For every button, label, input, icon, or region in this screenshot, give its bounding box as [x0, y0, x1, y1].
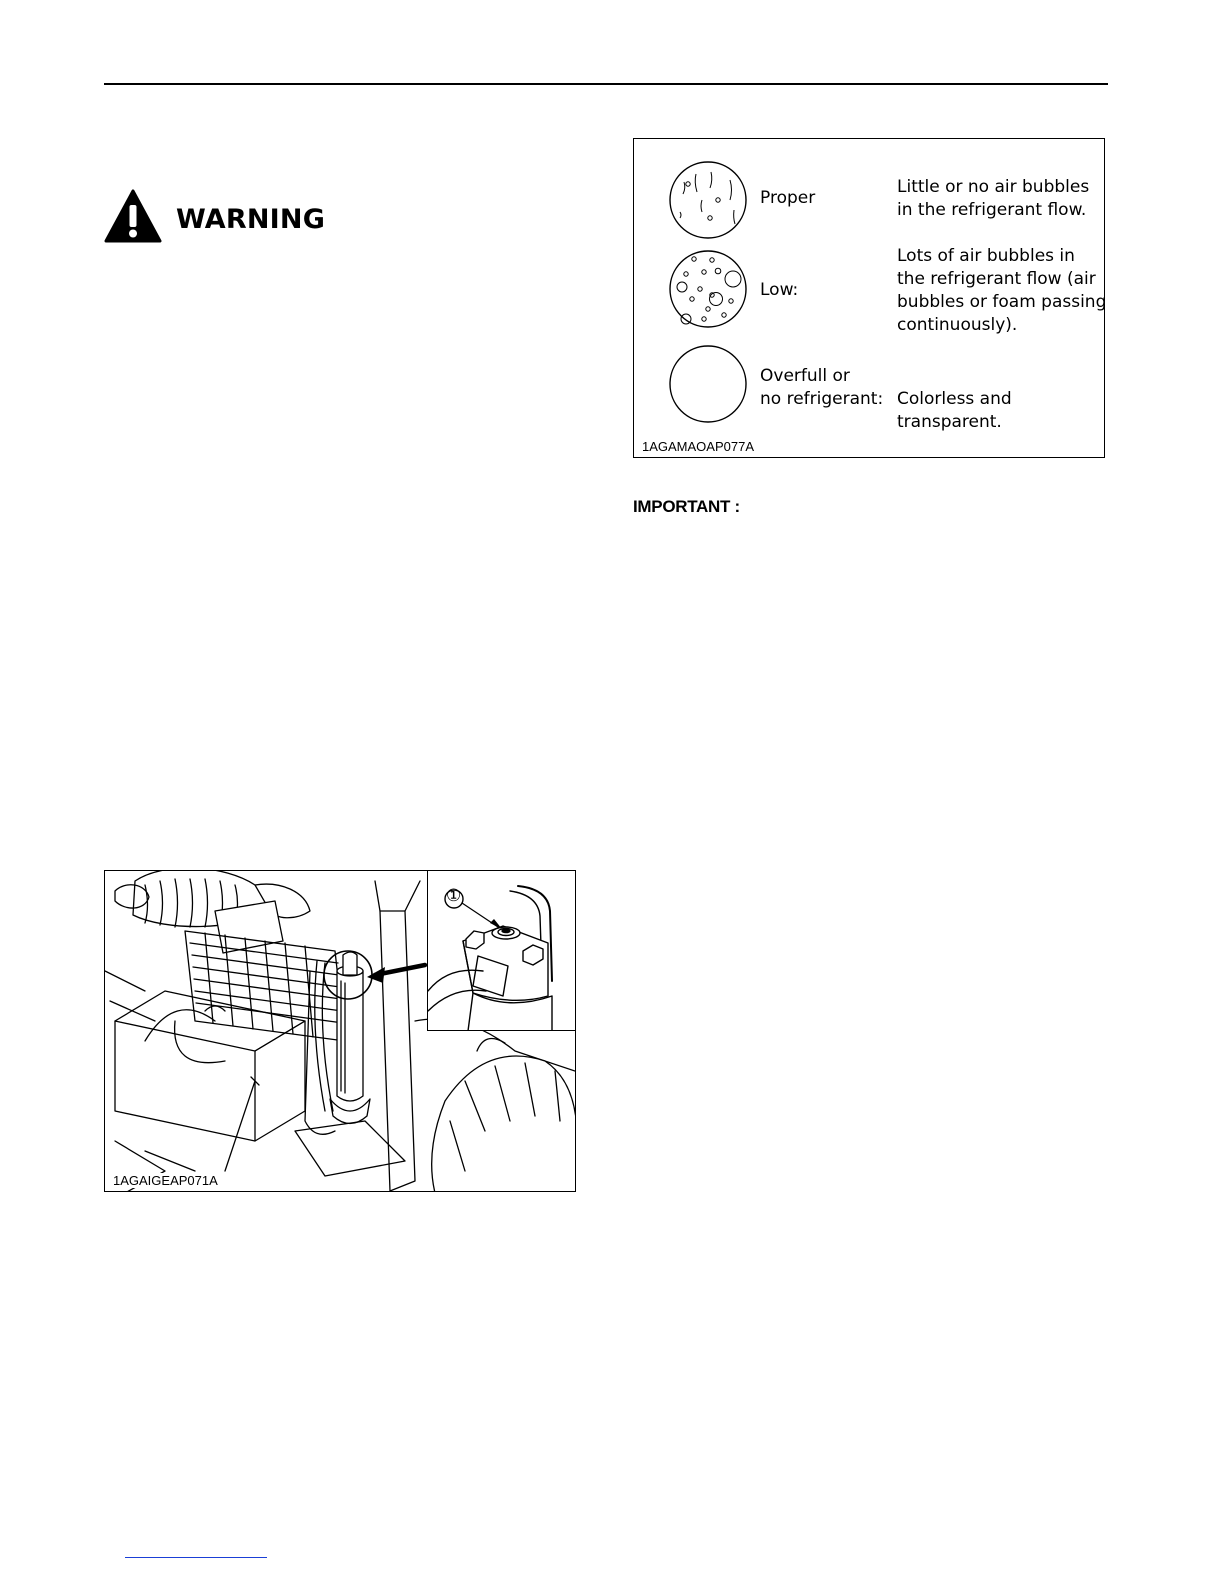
warning-label: WARNING — [176, 203, 326, 235]
state-low: Low: — [760, 280, 799, 300]
important-label: IMPORTANT — [633, 497, 731, 516]
important-heading — [633, 497, 740, 517]
legend-figure-code: 1AGAMAOAP077A — [642, 439, 754, 454]
warning-heading — [104, 186, 325, 246]
page-link-underline[interactable] — [125, 1557, 267, 1558]
sight-glass-low-icon — [668, 249, 748, 329]
warning-triangle-icon — [104, 189, 162, 243]
desc-proper: Little or no air bubbles in the refrigerant flow. — [897, 177, 1090, 220]
desc-overfull: Colorless and transparent. — [897, 389, 1012, 432]
callout-number-1: ① — [446, 886, 462, 905]
state-overfull: Overfull or no refrigerant: — [760, 366, 884, 409]
sight-glass-proper-icon — [668, 160, 748, 240]
important-separator: : — [730, 497, 740, 516]
photo-figure-code: 1AGAIGEAP071A — [113, 1173, 218, 1188]
receiver-drier-figure — [104, 870, 576, 1192]
desc-low: Lots of air bubbles in the refrigerant flow (air bubbles or foam passing continuously). — [897, 246, 1107, 335]
sight-glass-legend — [633, 138, 1105, 458]
state-proper: Proper — [760, 188, 816, 208]
sight-glass-detail-inset — [427, 871, 576, 1031]
header-rule — [104, 83, 1108, 85]
sight-glass-overfull-icon — [668, 344, 748, 424]
